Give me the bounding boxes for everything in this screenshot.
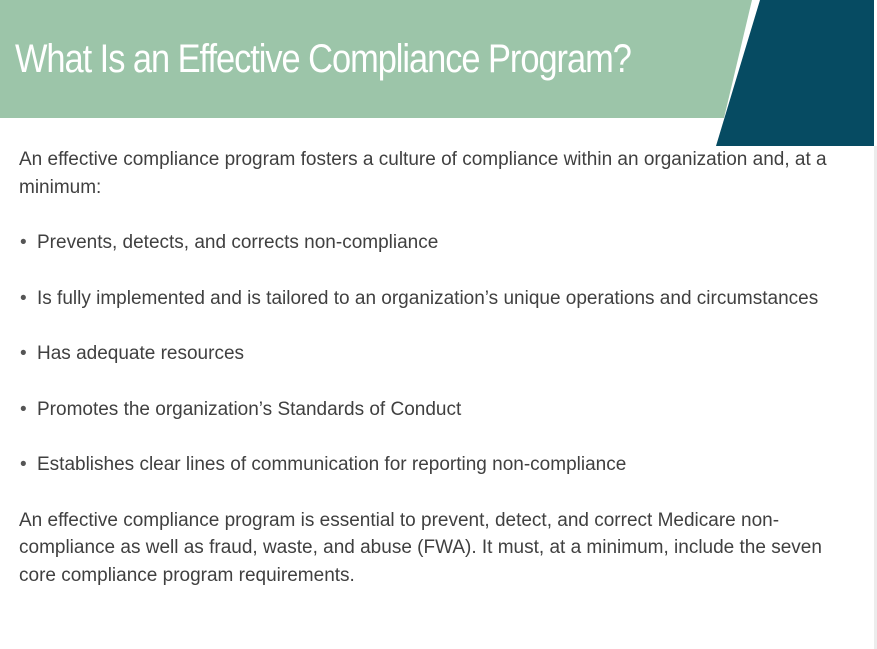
list-item <box>19 451 859 479</box>
intro-paragraph: An effective compliance program fosters a culture of compliance within an organization and, at a minimum: <box>19 149 827 198</box>
list-item <box>19 285 859 313</box>
list-item-text: Establishes clear lines of communication for reporting non-compliance <box>37 454 627 475</box>
list-item <box>19 396 859 424</box>
list-item <box>19 229 859 257</box>
list-item-text: Prevents, detects, and corrects non-compliance <box>37 232 439 253</box>
closing-paragraph: An effective compliance program is essential to prevent, detect, and correct Medicare non-compliance as well as fraud, waste, and abuse (FWA). It must, at a minimum, include the seven core compliance program requirements. <box>19 509 822 586</box>
list-item-text: Has adequate resources <box>37 343 245 364</box>
requirements-list <box>19 229 859 479</box>
bullet-icon: • <box>20 232 27 253</box>
bullet-icon: • <box>20 287 27 309</box>
page-title: What Is an Effective Compliance Program? <box>15 37 631 81</box>
bullet-icon: • <box>20 343 27 364</box>
content-body <box>19 146 859 589</box>
corner-accent-teal <box>716 0 874 146</box>
list-item-text: Promotes the organization’s Standards of Conduct <box>37 398 462 420</box>
list-item <box>19 340 859 368</box>
list-item-text: Is fully implemented and is tailored to an organization’s unique operations and circumstances <box>37 287 819 309</box>
bullet-icon: • <box>20 398 27 420</box>
bullet-icon: • <box>20 454 27 475</box>
